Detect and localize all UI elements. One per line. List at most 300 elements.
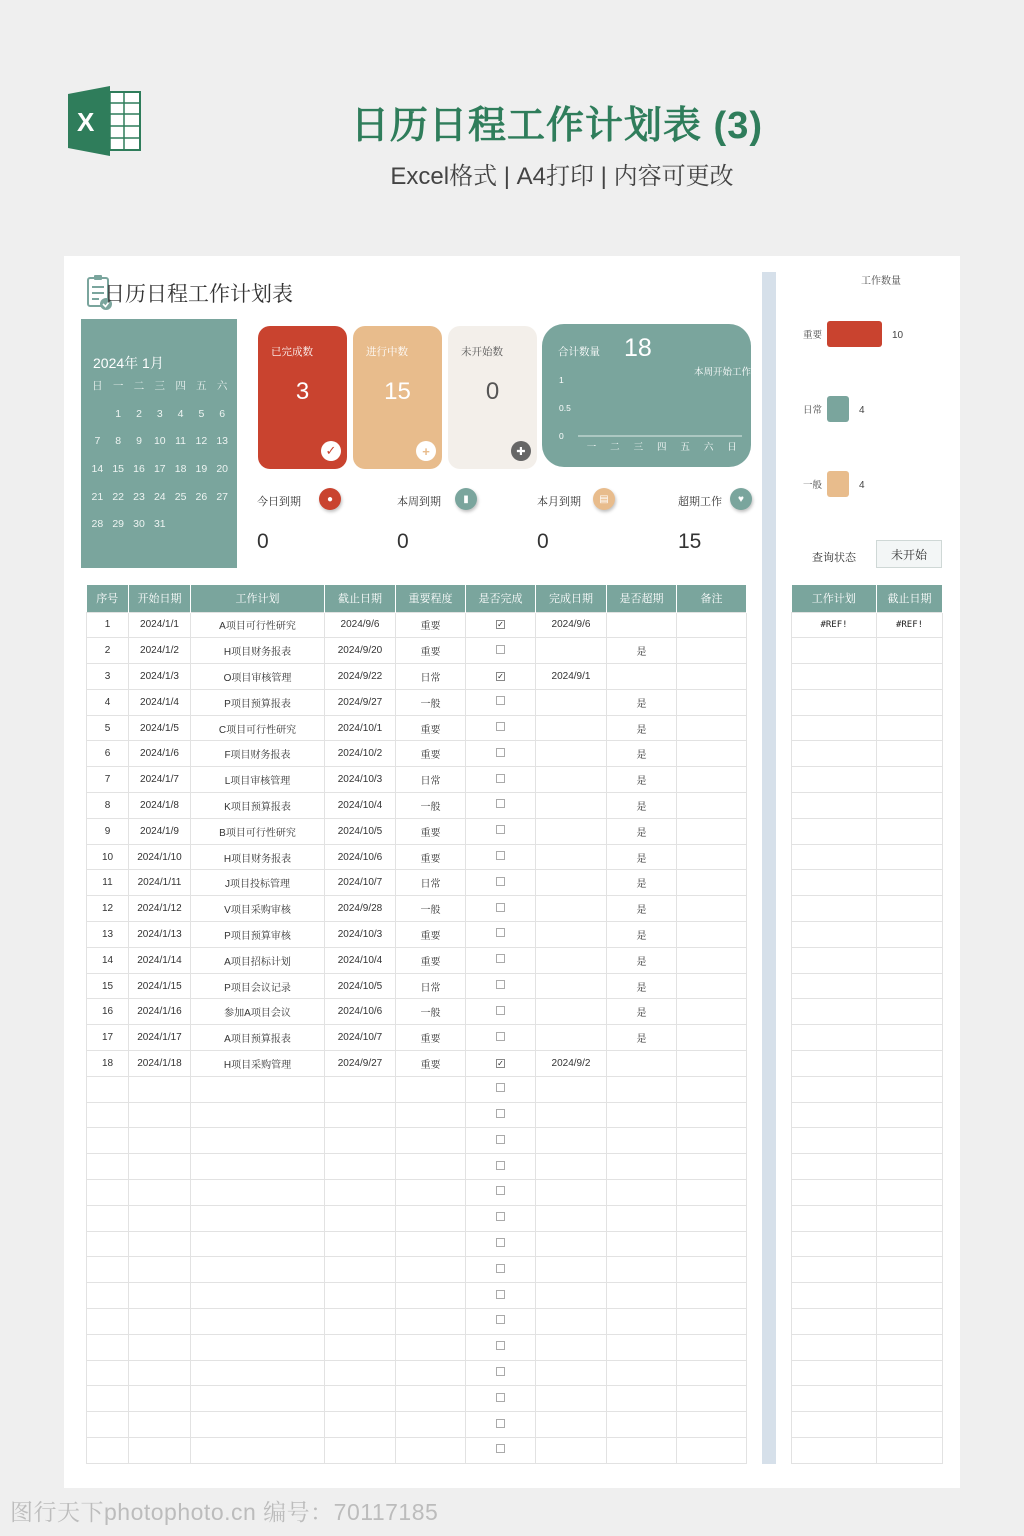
table-cell[interactable]	[792, 1283, 877, 1309]
table-cell[interactable]	[466, 1180, 536, 1206]
table-cell[interactable]	[877, 1438, 943, 1464]
calendar-day[interactable]: 6	[219, 407, 226, 420]
table-cell[interactable]	[466, 1412, 536, 1438]
table-cell[interactable]	[677, 715, 747, 741]
table-cell[interactable]	[792, 1438, 877, 1464]
table-cell[interactable]: V项目采购审核	[191, 896, 325, 922]
table-cell[interactable]: 重要	[396, 612, 466, 638]
completed-checkbox[interactable]	[496, 954, 505, 963]
table-cell[interactable]	[87, 1102, 129, 1128]
table-cell[interactable]	[396, 1180, 466, 1206]
table-cell[interactable]	[325, 1102, 396, 1128]
table-cell[interactable]	[191, 1128, 325, 1154]
table-cell[interactable]: J项目投标管理	[191, 870, 325, 896]
table-cell[interactable]	[396, 1412, 466, 1438]
calendar-day[interactable]: 17	[153, 463, 166, 476]
table-cell[interactable]: 是	[607, 973, 677, 999]
table-cell[interactable]	[677, 638, 747, 664]
table-cell[interactable]	[677, 664, 747, 690]
table-cell[interactable]	[466, 767, 536, 793]
table-cell[interactable]	[877, 947, 943, 973]
table-cell[interactable]	[677, 1412, 747, 1438]
table-cell[interactable]	[536, 1076, 607, 1102]
calendar-day[interactable]: 25	[174, 490, 187, 503]
table-cell[interactable]	[792, 1309, 877, 1335]
table-cell[interactable]	[607, 1076, 677, 1102]
table-cell[interactable]	[191, 1102, 325, 1128]
table-cell[interactable]	[792, 1334, 877, 1360]
table-cell[interactable]	[466, 870, 536, 896]
calendar-day[interactable]: 1	[115, 407, 122, 420]
table-cell[interactable]	[87, 1386, 129, 1412]
table-cell[interactable]	[792, 1102, 877, 1128]
calendar-day[interactable]: 3	[156, 407, 163, 420]
table-cell[interactable]	[536, 844, 607, 870]
table-cell[interactable]	[677, 844, 747, 870]
table-cell[interactable]	[129, 1257, 191, 1283]
table-cell[interactable]	[792, 947, 877, 973]
calendar-day[interactable]: 26	[195, 490, 208, 503]
table-cell[interactable]	[877, 1309, 943, 1335]
table-cell[interactable]	[325, 1309, 396, 1335]
table-cell[interactable]: 是	[607, 741, 677, 767]
table-cell[interactable]	[792, 870, 877, 896]
table-cell[interactable]	[396, 1154, 466, 1180]
table-cell[interactable]	[877, 922, 943, 948]
table-cell[interactable]	[396, 1283, 466, 1309]
table-cell[interactable]: 2024/1/17	[129, 1025, 191, 1051]
calendar-day[interactable]: 19	[195, 463, 208, 476]
calendar-day[interactable]: 27	[216, 490, 229, 503]
table-cell[interactable]	[877, 1051, 943, 1077]
table-cell[interactable]	[396, 1309, 466, 1335]
table-cell[interactable]	[191, 1231, 325, 1257]
table-cell[interactable]	[536, 689, 607, 715]
calendar-day[interactable]: 29	[112, 518, 125, 531]
completed-checkbox[interactable]	[496, 877, 505, 886]
table-cell[interactable]: 重要	[396, 922, 466, 948]
table-cell[interactable]	[792, 793, 877, 819]
table-cell[interactable]: 2024/1/6	[129, 741, 191, 767]
table-cell[interactable]	[677, 1076, 747, 1102]
table-cell[interactable]	[396, 1438, 466, 1464]
table-cell[interactable]: 9	[87, 818, 129, 844]
table-cell[interactable]	[677, 1309, 747, 1335]
table-cell[interactable]	[536, 1283, 607, 1309]
table-cell[interactable]: 日常	[396, 767, 466, 793]
table-cell[interactable]: 2024/9/28	[325, 896, 396, 922]
table-cell[interactable]: 重要	[396, 1051, 466, 1077]
table-cell[interactable]: 是	[607, 870, 677, 896]
table-cell[interactable]: 13	[87, 922, 129, 948]
table-cell[interactable]	[677, 1205, 747, 1231]
table-cell[interactable]	[677, 767, 747, 793]
table-cell[interactable]	[466, 1102, 536, 1128]
table-cell[interactable]	[877, 1180, 943, 1206]
table-cell[interactable]	[677, 689, 747, 715]
table-cell[interactable]	[877, 767, 943, 793]
table-cell[interactable]	[466, 973, 536, 999]
table-cell[interactable]	[536, 1231, 607, 1257]
table-cell[interactable]	[466, 1025, 536, 1051]
table-cell[interactable]: 2024/10/4	[325, 947, 396, 973]
table-cell[interactable]: 是	[607, 793, 677, 819]
table-cell[interactable]	[792, 1180, 877, 1206]
table-cell[interactable]: 5	[87, 715, 129, 741]
table-cell[interactable]	[325, 1386, 396, 1412]
table-cell[interactable]	[87, 1180, 129, 1206]
table-cell[interactable]	[129, 1438, 191, 1464]
table-cell[interactable]: 是	[607, 715, 677, 741]
table-cell[interactable]	[877, 870, 943, 896]
table-cell[interactable]	[396, 1128, 466, 1154]
table-cell[interactable]	[677, 1231, 747, 1257]
table-cell[interactable]	[877, 1231, 943, 1257]
calendar-day[interactable]: 24	[153, 490, 166, 503]
table-cell[interactable]	[396, 1076, 466, 1102]
table-cell[interactable]	[466, 715, 536, 741]
table-cell[interactable]	[191, 1076, 325, 1102]
table-cell[interactable]: 3	[87, 664, 129, 690]
table-cell[interactable]: 4	[87, 689, 129, 715]
table-cell[interactable]	[129, 1283, 191, 1309]
table-cell[interactable]	[792, 1051, 877, 1077]
table-cell[interactable]	[536, 999, 607, 1025]
completed-checkbox[interactable]	[496, 928, 505, 937]
table-cell[interactable]	[792, 1412, 877, 1438]
completed-checkbox[interactable]	[496, 1161, 505, 1170]
table-cell[interactable]	[396, 1360, 466, 1386]
table-cell[interactable]	[87, 1412, 129, 1438]
table-cell[interactable]: 2024/1/12	[129, 896, 191, 922]
table-cell[interactable]: 2024/1/3	[129, 664, 191, 690]
table-cell[interactable]	[607, 1257, 677, 1283]
table-cell[interactable]	[466, 1205, 536, 1231]
table-cell[interactable]	[129, 1386, 191, 1412]
table-cell[interactable]	[466, 1386, 536, 1412]
table-cell[interactable]: 重要	[396, 638, 466, 664]
table-cell[interactable]	[877, 664, 943, 690]
table-cell[interactable]: 11	[87, 870, 129, 896]
table-cell[interactable]	[536, 1128, 607, 1154]
table-cell[interactable]	[677, 1438, 747, 1464]
table-cell[interactable]	[129, 1154, 191, 1180]
table-cell[interactable]	[792, 1386, 877, 1412]
table-cell[interactable]	[536, 1309, 607, 1335]
table-cell[interactable]	[792, 973, 877, 999]
table-cell[interactable]	[536, 741, 607, 767]
table-cell[interactable]	[87, 1334, 129, 1360]
completed-checkbox[interactable]	[496, 1006, 505, 1015]
table-cell[interactable]	[466, 741, 536, 767]
table-cell[interactable]: 2024/9/27	[325, 689, 396, 715]
completed-checkbox[interactable]	[496, 1032, 505, 1041]
table-cell[interactable]	[677, 1283, 747, 1309]
table-cell[interactable]: 是	[607, 922, 677, 948]
table-cell[interactable]	[466, 1283, 536, 1309]
table-cell[interactable]	[792, 1257, 877, 1283]
table-cell[interactable]: 日常	[396, 664, 466, 690]
table-cell[interactable]: 2024/10/2	[325, 741, 396, 767]
table-cell[interactable]	[191, 1205, 325, 1231]
completed-checkbox[interactable]	[496, 748, 505, 757]
completed-checkbox[interactable]	[496, 1135, 505, 1144]
table-cell[interactable]: 2024/10/6	[325, 999, 396, 1025]
table-cell[interactable]: H项目采购管理	[191, 1051, 325, 1077]
table-cell[interactable]: 2024/10/6	[325, 844, 396, 870]
table-cell[interactable]	[536, 1438, 607, 1464]
table-cell[interactable]	[677, 1257, 747, 1283]
table-cell[interactable]: 是	[607, 689, 677, 715]
column-header[interactable]: 工作计划	[191, 585, 325, 612]
completed-checkbox[interactable]	[496, 1393, 505, 1402]
table-cell[interactable]	[792, 638, 877, 664]
completed-checkbox[interactable]	[496, 1444, 505, 1453]
table-cell[interactable]: L项目审核管理	[191, 767, 325, 793]
table-cell[interactable]	[466, 947, 536, 973]
table-cell[interactable]: 10	[87, 844, 129, 870]
table-cell[interactable]	[607, 1412, 677, 1438]
table-cell[interactable]	[87, 1076, 129, 1102]
table-cell[interactable]: 2024/10/5	[325, 973, 396, 999]
table-cell[interactable]	[87, 1257, 129, 1283]
table-cell[interactable]	[607, 612, 677, 638]
table-cell[interactable]: 1	[87, 612, 129, 638]
table-cell[interactable]	[325, 1128, 396, 1154]
calendar-day[interactable]: 4	[177, 407, 184, 420]
table-cell[interactable]	[607, 1283, 677, 1309]
completed-checkbox[interactable]	[496, 1083, 505, 1092]
table-cell[interactable]	[536, 818, 607, 844]
table-cell[interactable]	[536, 767, 607, 793]
table-cell[interactable]	[877, 638, 943, 664]
table-cell[interactable]: P项目预算审核	[191, 922, 325, 948]
calendar-day[interactable]: 15	[112, 463, 125, 476]
table-cell[interactable]	[466, 1309, 536, 1335]
table-cell[interactable]	[792, 844, 877, 870]
query-status-select[interactable]: 未开始	[876, 540, 942, 568]
table-cell[interactable]: 16	[87, 999, 129, 1025]
table-cell[interactable]	[466, 1076, 536, 1102]
table-cell[interactable]	[129, 1076, 191, 1102]
table-cell[interactable]: 2024/9/6	[325, 612, 396, 638]
table-cell[interactable]	[466, 1360, 536, 1386]
table-cell[interactable]	[607, 1051, 677, 1077]
table-cell[interactable]	[877, 741, 943, 767]
column-header[interactable]: 备注	[677, 585, 747, 612]
table-cell[interactable]: 2024/10/7	[325, 870, 396, 896]
table-cell[interactable]	[677, 973, 747, 999]
table-cell[interactable]	[536, 947, 607, 973]
table-cell[interactable]	[877, 1412, 943, 1438]
table-cell[interactable]: 日常	[396, 870, 466, 896]
column-header[interactable]: 截止日期	[877, 585, 943, 612]
table-cell[interactable]	[877, 1360, 943, 1386]
table-cell[interactable]	[87, 1205, 129, 1231]
table-cell[interactable]: P项目会议记录	[191, 973, 325, 999]
completed-checkbox[interactable]	[496, 1264, 505, 1273]
table-cell[interactable]: 一般	[396, 793, 466, 819]
table-cell[interactable]	[677, 922, 747, 948]
column-header[interactable]: 序号	[87, 585, 129, 612]
table-cell[interactable]: H项目财务报表	[191, 638, 325, 664]
table-cell[interactable]	[129, 1205, 191, 1231]
table-cell[interactable]	[466, 896, 536, 922]
table-cell[interactable]: 2024/1/13	[129, 922, 191, 948]
completed-checkbox[interactable]	[496, 851, 505, 860]
table-cell[interactable]: 2024/9/6	[536, 612, 607, 638]
table-cell[interactable]	[191, 1412, 325, 1438]
table-cell[interactable]	[191, 1283, 325, 1309]
table-cell[interactable]	[396, 1386, 466, 1412]
table-cell[interactable]	[466, 1128, 536, 1154]
table-cell[interactable]: 是	[607, 896, 677, 922]
calendar-day[interactable]: 5	[198, 407, 205, 420]
table-cell[interactable]: 重要	[396, 818, 466, 844]
table-cell[interactable]: 2024/9/22	[325, 664, 396, 690]
table-cell[interactable]: 7	[87, 767, 129, 793]
table-cell[interactable]	[325, 1231, 396, 1257]
table-cell[interactable]: 2024/9/27	[325, 1051, 396, 1077]
table-cell[interactable]	[396, 1334, 466, 1360]
table-cell[interactable]: 重要	[396, 844, 466, 870]
table-cell[interactable]	[466, 1154, 536, 1180]
table-cell[interactable]	[607, 1386, 677, 1412]
table-cell[interactable]: K项目预算报表	[191, 793, 325, 819]
column-header[interactable]: 完成日期	[536, 585, 607, 612]
table-cell[interactable]	[191, 1257, 325, 1283]
table-cell[interactable]	[466, 1051, 536, 1077]
table-cell[interactable]	[877, 1025, 943, 1051]
column-header[interactable]: 截止日期	[325, 585, 396, 612]
table-cell[interactable]	[877, 896, 943, 922]
table-cell[interactable]	[607, 1438, 677, 1464]
table-cell[interactable]	[677, 870, 747, 896]
column-header[interactable]: 重要程度	[396, 585, 466, 612]
table-cell[interactable]	[677, 612, 747, 638]
column-header[interactable]: 是否完成	[466, 585, 536, 612]
table-cell[interactable]: 重要	[396, 1025, 466, 1051]
table-cell[interactable]	[607, 664, 677, 690]
table-cell[interactable]: 2024/10/3	[325, 767, 396, 793]
completed-checkbox[interactable]	[496, 1315, 505, 1324]
table-cell[interactable]	[877, 844, 943, 870]
table-cell[interactable]: 2024/1/5	[129, 715, 191, 741]
table-cell[interactable]: 17	[87, 1025, 129, 1051]
table-cell[interactable]: 是	[607, 999, 677, 1025]
table-cell[interactable]	[677, 1360, 747, 1386]
table-cell[interactable]	[877, 999, 943, 1025]
table-cell[interactable]	[466, 1257, 536, 1283]
table-cell[interactable]	[129, 1360, 191, 1386]
table-cell[interactable]	[466, 612, 536, 638]
table-cell[interactable]	[792, 1360, 877, 1386]
table-cell[interactable]	[325, 1205, 396, 1231]
table-cell[interactable]: 2024/1/9	[129, 818, 191, 844]
table-cell[interactable]	[677, 1180, 747, 1206]
table-cell[interactable]	[87, 1154, 129, 1180]
table-cell[interactable]	[877, 1154, 943, 1180]
table-cell[interactable]	[792, 818, 877, 844]
table-cell[interactable]	[466, 818, 536, 844]
calendar-day[interactable]: 21	[91, 490, 104, 503]
table-cell[interactable]: 是	[607, 844, 677, 870]
table-cell[interactable]: 2024/1/4	[129, 689, 191, 715]
table-cell[interactable]	[792, 1231, 877, 1257]
table-cell[interactable]: 2	[87, 638, 129, 664]
table-cell[interactable]	[466, 689, 536, 715]
table-cell[interactable]	[877, 1205, 943, 1231]
completed-checkbox[interactable]	[496, 1367, 505, 1376]
table-cell[interactable]	[607, 1205, 677, 1231]
table-cell[interactable]	[607, 1128, 677, 1154]
table-cell[interactable]: B项目可行性研究	[191, 818, 325, 844]
table-cell[interactable]	[536, 1180, 607, 1206]
table-cell[interactable]: C项目可行性研究	[191, 715, 325, 741]
table-cell[interactable]	[792, 1128, 877, 1154]
completed-checkbox[interactable]	[496, 722, 505, 731]
completed-checkbox[interactable]	[496, 1238, 505, 1247]
table-cell[interactable]	[677, 947, 747, 973]
table-cell[interactable]	[325, 1438, 396, 1464]
table-cell[interactable]: 2024/1/11	[129, 870, 191, 896]
table-cell[interactable]: 是	[607, 947, 677, 973]
completed-checkbox[interactable]	[496, 774, 505, 783]
table-cell[interactable]: O项目审核管理	[191, 664, 325, 690]
table-cell[interactable]	[607, 1231, 677, 1257]
table-cell[interactable]	[129, 1180, 191, 1206]
calendar-day[interactable]: 2	[136, 407, 142, 420]
table-cell[interactable]	[536, 922, 607, 948]
table-cell[interactable]	[466, 844, 536, 870]
table-cell[interactable]	[607, 1309, 677, 1335]
completed-checkbox[interactable]	[496, 1290, 505, 1299]
table-cell[interactable]	[466, 1231, 536, 1257]
calendar-day[interactable]: 31	[153, 518, 166, 531]
table-cell[interactable]	[792, 1205, 877, 1231]
table-cell[interactable]	[536, 973, 607, 999]
table-cell[interactable]	[877, 1283, 943, 1309]
table-cell[interactable]: 2024/10/5	[325, 818, 396, 844]
table-cell[interactable]: 是	[607, 818, 677, 844]
table-cell[interactable]	[191, 1360, 325, 1386]
table-cell[interactable]: 8	[87, 793, 129, 819]
table-cell[interactable]: 是	[607, 767, 677, 793]
table-cell[interactable]	[792, 664, 877, 690]
table-cell[interactable]: 重要	[396, 741, 466, 767]
table-cell[interactable]	[191, 1154, 325, 1180]
calendar-day[interactable]: 8	[115, 435, 122, 448]
calendar-day[interactable]	[87, 407, 108, 435]
completed-checkbox[interactable]	[496, 980, 505, 989]
table-cell[interactable]: #REF!	[877, 612, 943, 638]
table-cell[interactable]	[87, 1360, 129, 1386]
completed-checkbox[interactable]	[496, 645, 505, 654]
table-cell[interactable]	[536, 870, 607, 896]
table-cell[interactable]	[325, 1180, 396, 1206]
table-cell[interactable]: 6	[87, 741, 129, 767]
completed-checkbox[interactable]	[496, 1109, 505, 1118]
table-cell[interactable]: 2024/1/10	[129, 844, 191, 870]
table-cell[interactable]	[129, 1231, 191, 1257]
table-cell[interactable]	[877, 818, 943, 844]
completed-checkbox[interactable]: ✓	[497, 1058, 504, 1068]
completed-checkbox[interactable]	[496, 696, 505, 705]
completed-checkbox[interactable]	[496, 1419, 505, 1428]
table-cell[interactable]: 2024/1/1	[129, 612, 191, 638]
table-cell[interactable]	[325, 1360, 396, 1386]
table-cell[interactable]	[877, 793, 943, 819]
